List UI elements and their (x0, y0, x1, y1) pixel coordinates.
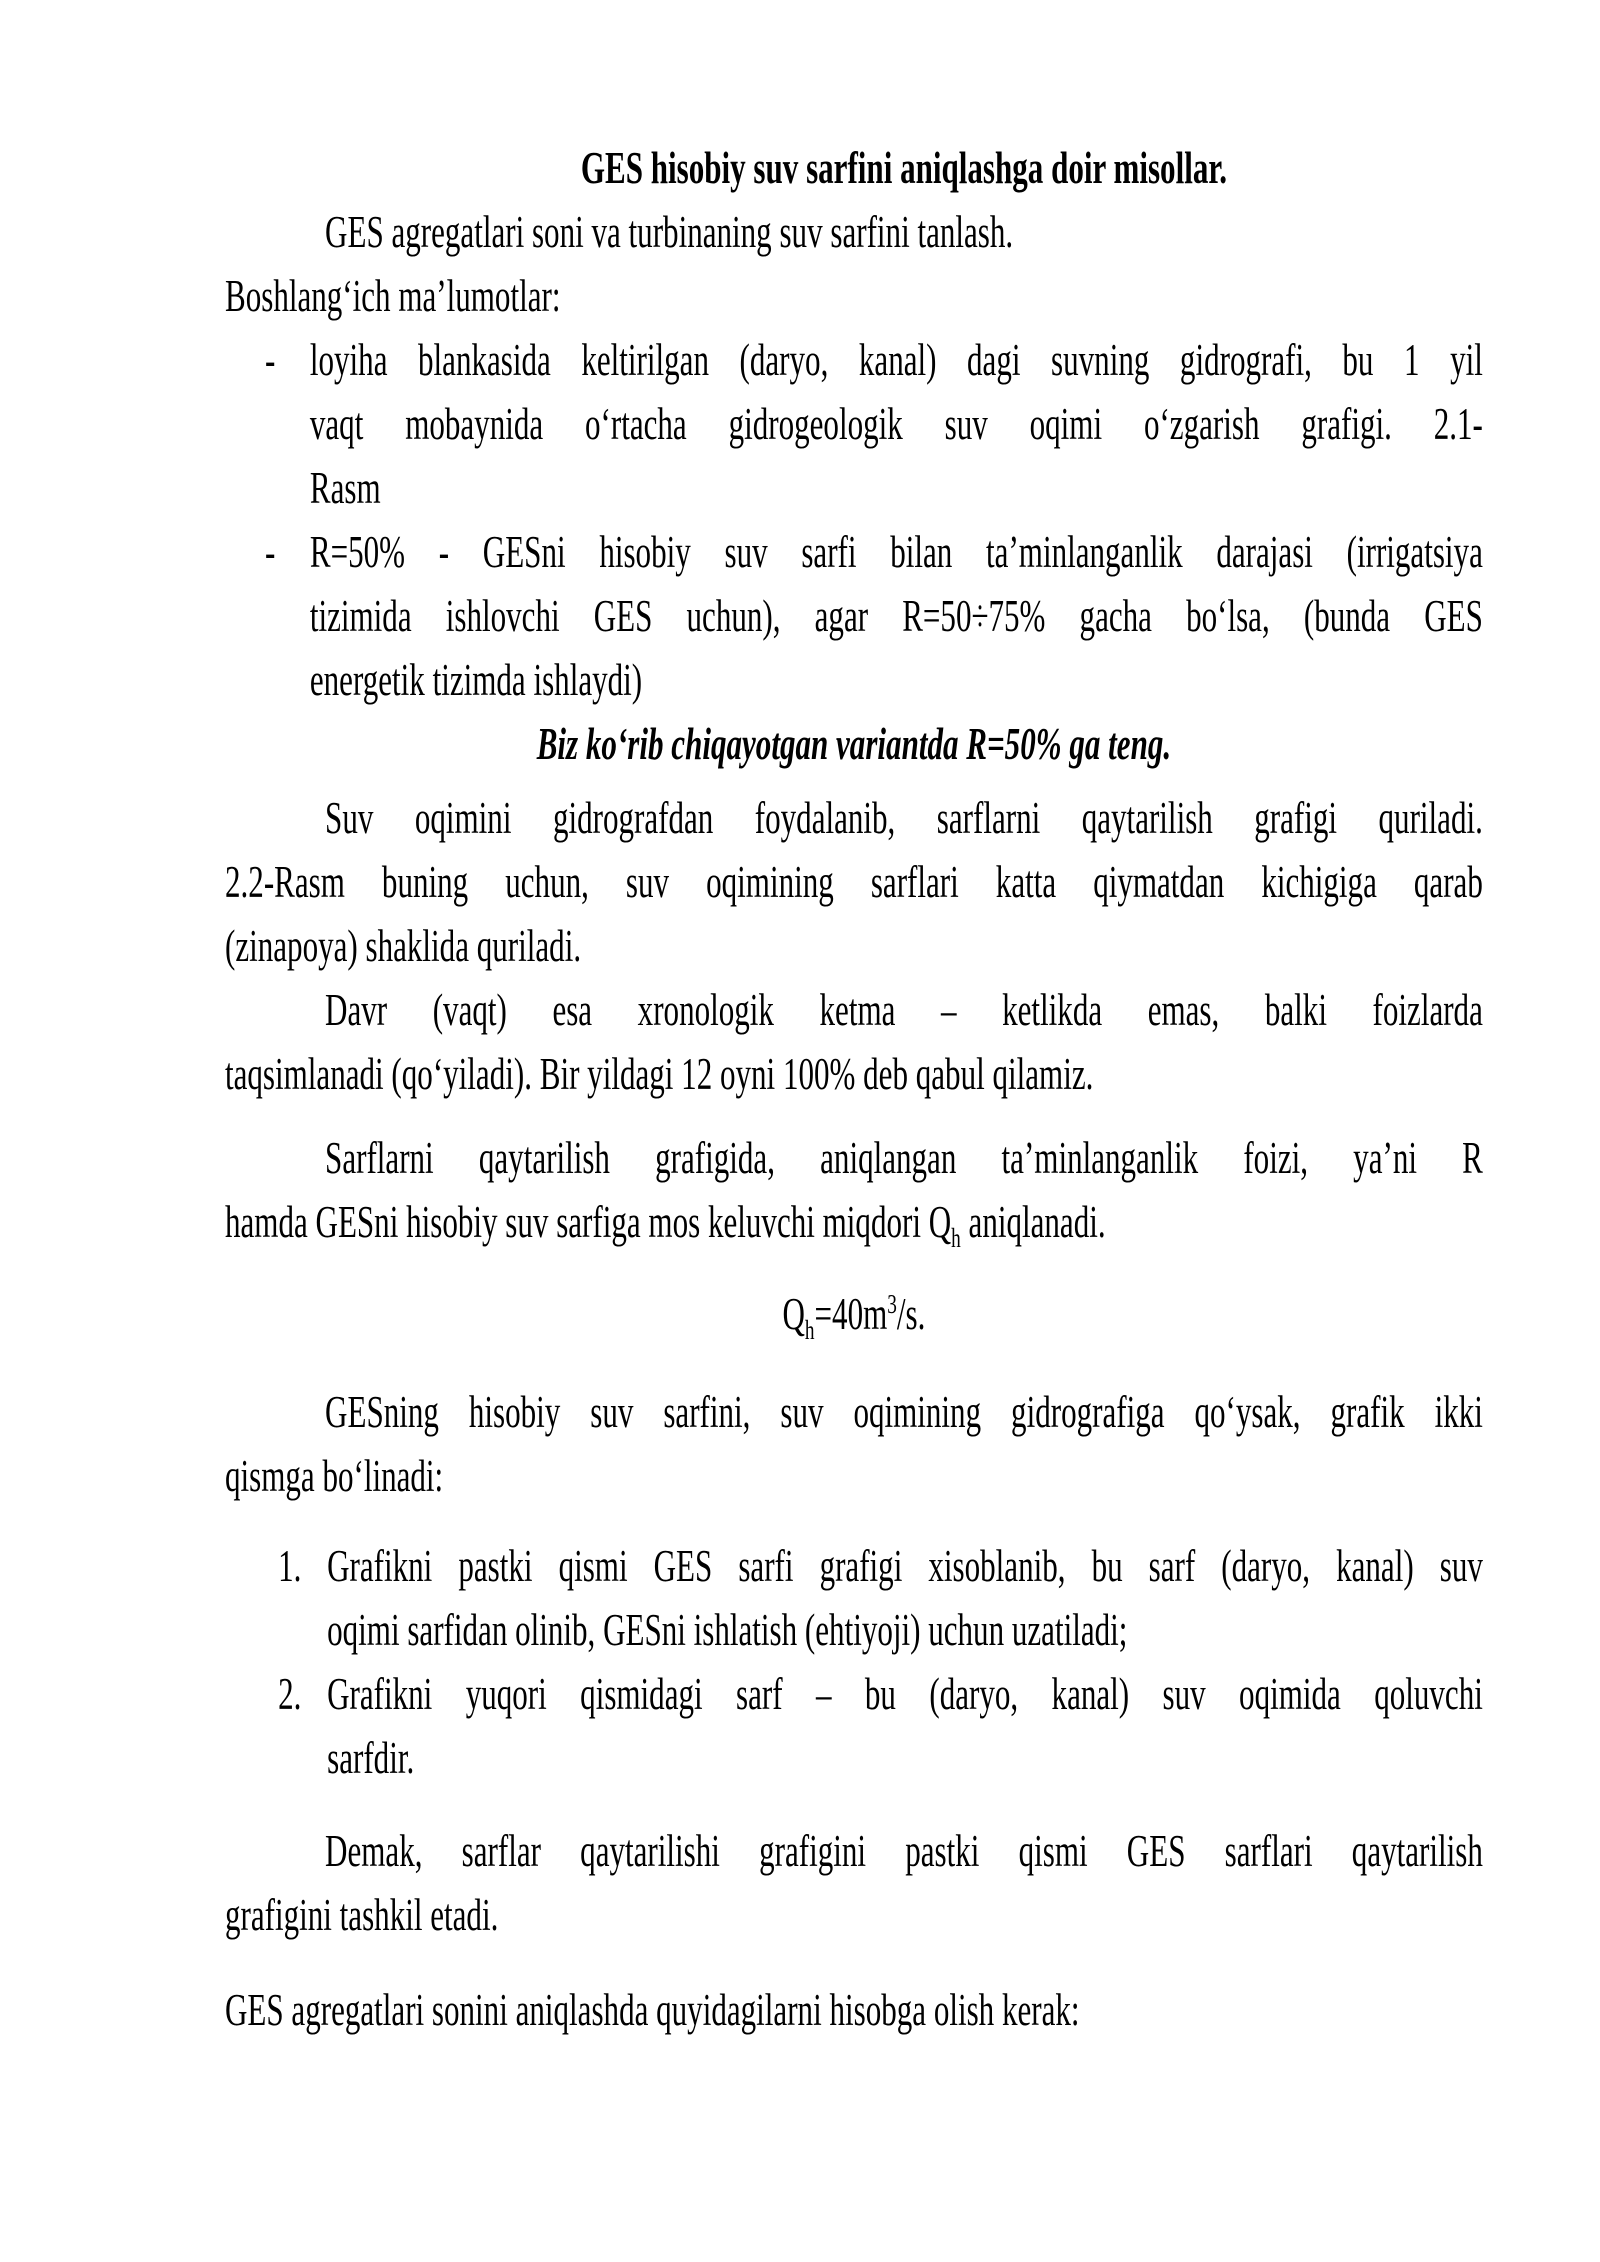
formula-end: /s. (896, 1289, 926, 1339)
list-number-1: 1. (278, 1541, 302, 1591)
bullet-dash-icon: - (265, 527, 276, 577)
emphasis-statement: Biz koʻrib chiqayotgan variantda R=50% ga teng. (536, 719, 1172, 769)
bullet-item-2 (225, 520, 1483, 712)
paragraph-intro: GES agregatlari soni va turbinaning suv sarfini tanlash. (325, 207, 1014, 257)
q-subscript: h (951, 1223, 961, 1254)
sarflar-text-post: aniqlanadi. (960, 1197, 1106, 1247)
paragraph-sarflar-line-1: Sarflarni qaytarilish grafigida, aniqlangan taʼminlanganlik foizi, yaʼni R (325, 1133, 1483, 1183)
paragraph-davr (225, 978, 1483, 1106)
paragraph-closing: GES agregatlari sonini aniqlashda quyidagilarni hisobga olish kerak: (225, 1985, 1080, 2035)
formula-subscript-h: h (804, 1315, 815, 1346)
bullet-1-line-3: Rasm (309, 463, 381, 513)
bullet-item-1 (225, 328, 1483, 520)
bullet-2-line-1: R=50% - GESni hisobiy suv sarfi bilan taʼminlanganlik darajasi (irrigatsiya (309, 527, 1483, 577)
numbered-list (225, 1534, 1483, 1790)
paragraph-suv-line-2: 2.2-Rasm buning uchun, suv oqimining sarflari katta qiymatdan kichigiga qarab (225, 857, 1483, 907)
numbered-2-line-2: sarfdir. (327, 1733, 415, 1783)
paragraph-demak-line-1: Demak, sarflar qaytarilishi grafigini pastki qismi GES sarflari qaytarilish (325, 1826, 1483, 1876)
page-title: GES hisobiy suv sarfini aniqlashga doir misollar. (580, 143, 1228, 193)
numbered-1-line-1: Grafikni pastki qismi GES sarfi grafigi xisoblanib, bu sarf (daryo, kanal) suv (327, 1541, 1483, 1591)
paragraph-davr-line-1: Davr (vaqt) esa xronologik ketma – ketlikda emas, balki foizlarda (325, 985, 1483, 1035)
paragraph-gesning-line-1: GESning hisobiy suv sarfini, suv oqimining gidrografiga qoʻysak, grafik ikki (325, 1387, 1483, 1437)
paragraph-davr-line-2: taqsimlanadi (qoʻyiladi). Bir yildagi 12 oyni 100% deb qabul qilamiz. (225, 1049, 1094, 1099)
sarflar-text-pre: hamda GESni hisobiy suv sarfiga mos keluvchi miqdori Q (225, 1197, 952, 1247)
bullet-2-line-2: tizimida ishlovchi GES uchun), agar R=50÷75% gacha boʻlsa, (bunda GES (309, 591, 1483, 641)
document-content (225, 136, 1483, 2042)
bullet-1-line-1: loyiha blankasida keltirilgan (daryo, kanal) dagi suvning gidrografi, bu 1 yil (309, 335, 1483, 385)
formula-q: Q (782, 1289, 805, 1339)
paragraph-demak-line-2: grafigini tashkil etadi. (225, 1890, 499, 1940)
paragraph-boshlangich: Boshlangʻich maʼlumotlar: (225, 271, 561, 321)
paragraph-gesning (225, 1380, 1483, 1508)
bullet-1-line-2: vaqt mobaynida oʻrtacha gidrogeologik suv oqimi oʻzgarish grafigi. 2.1- (309, 399, 1483, 449)
bullet-dash-icon: - (265, 335, 276, 385)
paragraph-demak (225, 1819, 1483, 1947)
paragraph-suv (225, 786, 1483, 978)
numbered-1-line-2: oqimi sarfidan olinib, GESni ishlatish (ehtiyoji) uchun uzatiladi; (327, 1605, 1128, 1655)
numbered-item-1 (225, 1534, 1483, 1662)
formula-qh (225, 1282, 1483, 1346)
paragraph-sarflar (225, 1126, 1483, 1254)
formula-mid: =40m (814, 1289, 888, 1339)
formula-superscript-3: 3 (887, 1289, 897, 1320)
numbered-2-line-1: Grafikni yuqori qismidagi sarf – bu (daryo, kanal) suv oqimida qoluvchi (327, 1669, 1483, 1719)
paragraph-suv-line-1: Suv oqimini gidrografdan foydalanib, sarflarni qaytarilish grafigi quriladi. (325, 793, 1483, 843)
paragraph-suv-line-3: (zinapoya) shaklida quriladi. (225, 921, 582, 971)
paragraph-gesning-line-2: qismga boʻlinadi: (225, 1451, 444, 1501)
list-number-2: 2. (278, 1669, 302, 1719)
numbered-item-2 (225, 1662, 1483, 1790)
bullet-2-line-3: energetik tizimda ishlaydi) (309, 655, 643, 705)
paragraph-sarflar-line-2 (225, 1190, 1483, 1254)
